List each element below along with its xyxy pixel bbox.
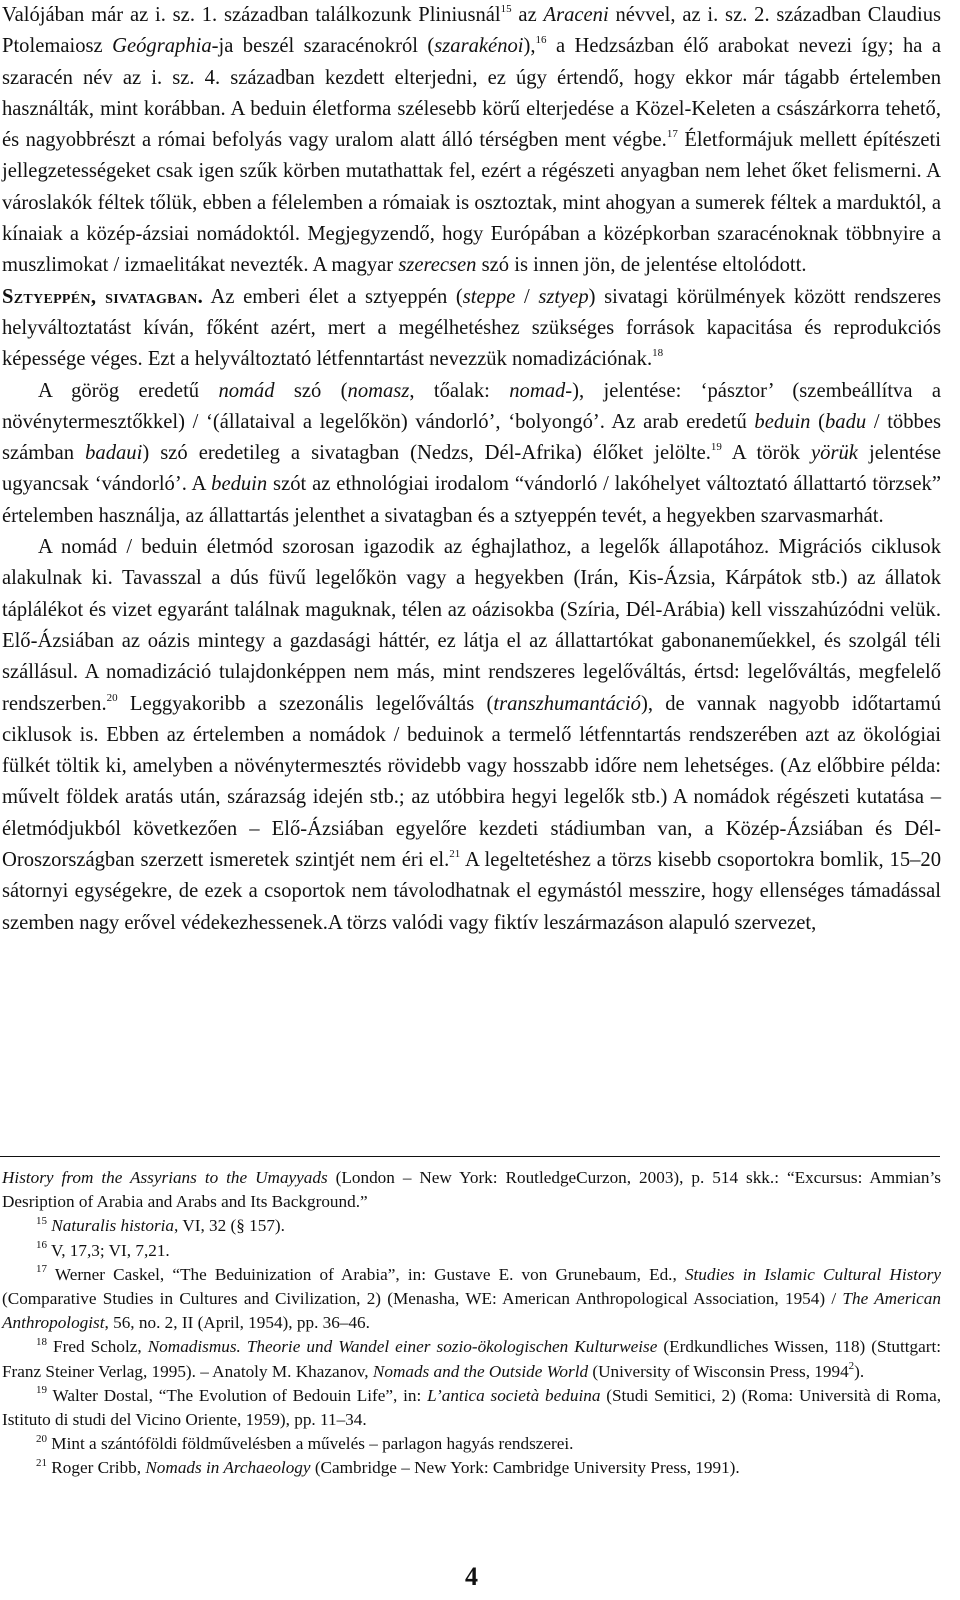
- footnote-number: 19: [36, 1384, 47, 1397]
- italic-term: nomasz: [347, 379, 410, 402]
- text-run: / többes számban: [2, 410, 941, 465]
- italic-term: nomád: [218, 379, 275, 402]
- italic-term: szerecsen: [398, 254, 477, 277]
- italic-term: beduin: [754, 410, 811, 433]
- footnote-ref-16[interactable]: 16: [535, 34, 547, 47]
- text-run: , 56, no. 2, II (April, 1954), pp. 36–46.: [104, 1313, 370, 1333]
- text-run: A legeltetéshez a törzs kisebb csoportokra bomlik, 15–20 sátornyi egységekre, de ezek a csoportok nem távolodhatnak el egymástól messzire, hogy ellenséges támadással szemben nagy erővel védekezhessenek.A törzs valódi vagy fiktív leszármazáson alapuló szervezet,: [2, 849, 942, 934]
- footnote-number: 21: [36, 1456, 47, 1469]
- footnote-ref-17[interactable]: 17: [666, 128, 678, 141]
- footnote-number: 16: [36, 1238, 47, 1251]
- italic-term: szarakénoi: [434, 35, 524, 58]
- italic-title: History from the Assyrians to the Umayyads: [2, 1168, 328, 1187]
- text-run: szó is innen jön, de jelentése eltolódott.: [476, 254, 807, 277]
- footnote-number: 20: [36, 1432, 47, 1445]
- text-run: Roger Cribb,: [51, 1458, 146, 1478]
- footnote-18: [2, 1335, 941, 1383]
- italic-term: yörük: [811, 442, 858, 465]
- text-run: /: [515, 285, 539, 308]
- edition-superscript: 2: [848, 1359, 855, 1372]
- section-heading: Sztyeppén, sivatagban.: [2, 285, 204, 308]
- italic-term: beduin: [211, 473, 268, 496]
- footnote-19: [2, 1384, 941, 1432]
- text-run: Valójában már az i. sz. 1. században találkozunk Pliniusnál: [2, 4, 501, 26]
- page-number: 4: [465, 1562, 478, 1591]
- text-run: (University of Wisconsin Press, 1994: [588, 1361, 849, 1381]
- text-run: az: [511, 4, 544, 26]
- text-run: (Cambridge – New York: Cambridge University Press, 1991).: [310, 1458, 740, 1478]
- text-run: Walter Dostal, “The Evolution of Bedouin Life”, in:: [52, 1385, 428, 1405]
- text-run: (Erdkundliches Wissen, 118) (Stuttgart: Franz Steiner Verlag, 1995). – Anatoly M. Khazanov,: [2, 1337, 942, 1381]
- text-run: Werner Caskel, “The Beduinization of Arabia”, in: Gustave E. von Grunebaum, Ed.,: [54, 1264, 685, 1284]
- italic-title: Nomads and the Outside World: [372, 1361, 589, 1381]
- text-run: (London – New York: RoutledgeCurzon, 2003), p. 514 skk.: “Excursus: Ammian’s Desription of Arabia and Arabs and Its Background.”: [2, 1168, 941, 1212]
- text-run: Fred Scholz,: [53, 1337, 148, 1357]
- text-run: ), jelentése: ‘pásztor’ (szembeállítva a növénytermesztőkkel) / ‘(állataival a legelőkön) vándorló’, ‘bolyongó’. Az arab eredetű: [2, 379, 941, 433]
- footnote-17: [2, 1263, 941, 1336]
- footnote-16: [2, 1239, 941, 1263]
- main-text: [2, 0, 941, 939]
- text-run: névvel, az i. sz. 2. században Claudius Ptolemaiosz: [2, 4, 941, 58]
- footnote-20: [2, 1432, 941, 1456]
- footnote-ref-18[interactable]: 18: [652, 347, 664, 360]
- text-run: ), de vannak nagyobb időtartamú ciklusok is. Ebben az értelemben a nomádok / beduinok a termelő létfenntartás rendszerében azt az ökológiai fülkét töltik ki, amelyben a növénytermesztés rövidebb vagy hosszabb időre nem lehetséges. (Az előbbire példa: művelt földek aratás után, szárazság idején stb.; az utóbbira hegyi legelők stb.) A nomádok régészeti kutatása – életmódjukból következően – Elő-Ázsiában egyelőre kezdeti stádiumban van, a Közép-Ázsiában és Dél-Oroszországban szerzett ismeretek szintjét nem éri el.: [2, 692, 941, 872]
- footnote-continuation: [2, 1166, 941, 1214]
- text-run: ) sivatagi körülmények között rendszeres helyváltoztatást kíván, főként azért, mert a megélhetéshez szükséges források kapacitása és reprodukciós képessége véges. Ezt a helyváltoztató létfenntartást nevezzük nomadizációnak.: [2, 285, 941, 371]
- text-run: szót az ethnológiai irodalom “vándorló / lakóhelyet változtató állattartó törzsek” értelemben használja, az állattartás jelenthet a sivatagban és a sztyeppén tevét, a hegyekben szarvasmarhát.: [2, 473, 941, 527]
- italic-term: sztyep: [538, 285, 589, 308]
- italic-title: Naturalis historia: [51, 1216, 175, 1236]
- footnote-ref-15[interactable]: 15: [500, 3, 512, 16]
- italic-title: Nomadismus. Theorie und Wandel einer sozio-ökologischen Kulturweise: [147, 1337, 658, 1357]
- text-run: , tőalak:: [409, 379, 510, 402]
- footnote-number: 18: [36, 1335, 47, 1348]
- text-run: (Comparative Studies in Cultures and Civilization, 2) (Menasha, WE: American Anthropological Association, 1954) /: [2, 1289, 843, 1309]
- italic-term: Araceni: [543, 4, 609, 26]
- text-run: A török: [721, 442, 812, 465]
- paragraph-saracens: [2, 0, 941, 282]
- text-run: -ja beszél szaracénokról (: [211, 35, 435, 58]
- text-run: (Studi Semitici, 2) (Roma: Università di Roma, Istituto di studi del Vicino Oriente, 1959), pp. 11–34.: [2, 1385, 941, 1430]
- text-run: A görög eredetű: [38, 379, 219, 402]
- text-run: Mint a szántóföldi földművelésben a művelés – parlagon hagyás rendszerei.: [51, 1434, 574, 1454]
- italic-term: badaui: [85, 442, 143, 465]
- text-run: V, 17,3; VI, 7,21.: [51, 1240, 170, 1260]
- footnote-divider: [0, 1156, 940, 1157]
- text-run: ) szó eredetileg a sivatagban (Nedzs, Dél-Afrika) élőket jelölte.: [142, 442, 711, 465]
- text-run: , VI, 32 (§ 157).: [174, 1216, 285, 1236]
- italic-title: The American Anthropologist: [2, 1289, 941, 1333]
- footnote-number: 17: [36, 1263, 47, 1276]
- text-run: ).: [854, 1361, 865, 1381]
- text-run: A nomád / beduin életmód szorosan igazodik az éghajlathoz, a legelők állapotához. Migrációs ciklusok alakulnak ki. Tavasszal a dús füvű legelőkön vagy a hegyekben (Irán, Kis-Ázsia, Kárpátok stb.) az állatok táplálékot és vizet egyaránt találnak maguknak, télen az oázisokba (Szíria, Dél-Arábia) kell visszahúzódni velük. Elő-Ázsiában az oázis mintegy a gazdasági háttér, ez látja el az állattartókat gabonaneműekkel, és szolgál téli szállásul. A nomadizáció tulajdonképpen nem más, mint rendszeres legelőváltás, értsd: legelőváltás, megfelelő rendszerben.: [2, 536, 941, 715]
- paragraph-nomadic-life: [2, 532, 941, 939]
- paragraph-etymology: [2, 376, 941, 532]
- footnotes: [2, 1166, 941, 1481]
- text-run: Leggyakoribb a szezonális legelőváltás (: [117, 692, 494, 715]
- paragraph-steppe: [2, 282, 941, 376]
- text-run: a Hedzsázban élő arabokat nevezi így; ha a szaracén név az i. sz. 4. században kezdett elterjedni, ez úgy értendő, hogy ekkor már tágabb értelemben használták, mint korábban. A beduin életforma szélesebb körű elterjedése a Közel-Keleten a császárkorra tehető, és nagyobbrészt a római befolyás vagy uralom alatt álló térségben ment végbe.: [2, 35, 941, 152]
- italic-term: badu: [825, 410, 867, 433]
- italic-term: steppe: [462, 285, 516, 308]
- italic-title: Nomads in Archaeology: [145, 1458, 311, 1478]
- text-run: ),: [523, 35, 536, 58]
- italic-term: transzhumantáció: [493, 692, 641, 715]
- italic-title: L’antica società beduina: [427, 1385, 601, 1405]
- italic-term: nomad-: [509, 379, 573, 402]
- italic-term: Geógraphia: [112, 35, 212, 58]
- text-run: szó (: [274, 379, 348, 402]
- text-run: jelentése ugyancsak ‘vándorló’. A: [2, 442, 942, 496]
- footnote-ref-21[interactable]: 21: [449, 848, 461, 861]
- text-run: Az emberi élet a sztyeppén (: [203, 285, 463, 308]
- footnote-ref-20[interactable]: 20: [106, 691, 118, 704]
- text-run: Életformájuk mellett építészeti jellegzetességeket csak igen szűk körben mutathattak fel, ezért a régészeti anyagban nem lehet őket felismerni. A városlakók féltek tőlük, ebben a félelemben a rómaiak is osztoztak, mint ahogyan a sumerek féltek a marduktól, a kínaiak a közép-ázsiai nomádoktól. Megjegyzendő, hogy Európában a középkorban szaracénoknak többnyire a muszlimokat / izmaelitákat nevezték. A magyar: [2, 129, 941, 277]
- text-run: (: [810, 410, 825, 433]
- footnote-21: [2, 1456, 941, 1480]
- footnote-15: [2, 1214, 941, 1238]
- footnote-ref-19[interactable]: 19: [710, 441, 722, 454]
- footnote-number: 15: [36, 1214, 47, 1227]
- italic-title: Studies in Islamic Cultural History: [684, 1264, 941, 1284]
